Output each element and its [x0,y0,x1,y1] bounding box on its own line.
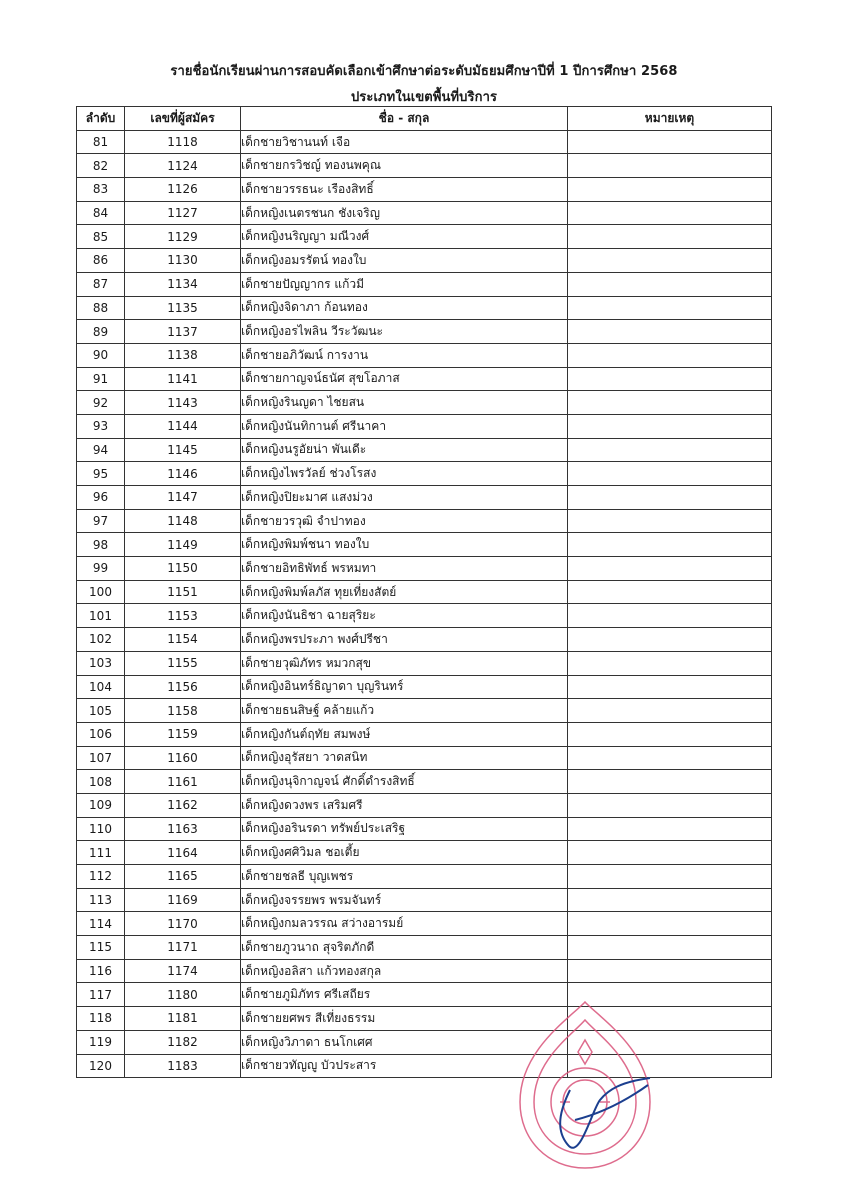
table-row [77,793,772,817]
remarks-cell [568,414,772,438]
remarks-cell [568,557,772,581]
student-name-cell: เด็กชายภูวนาถ สุจริตภักดี [241,936,568,960]
table-row [77,604,772,628]
remarks-cell [568,699,772,723]
table-row [77,912,772,936]
order-cell: 119 [77,1030,125,1054]
applicant-no-cell: 1148 [125,509,241,533]
table-row [77,936,772,960]
remarks-cell [568,580,772,604]
applicant-no-cell: 1144 [125,414,241,438]
applicant-no-cell: 1161 [125,770,241,794]
table-row [77,651,772,675]
table-row [77,249,772,273]
table-row [77,320,772,344]
applicant-no-cell: 1181 [125,1007,241,1031]
applicant-no-cell: 1182 [125,1030,241,1054]
table-row [77,462,772,486]
applicant-no-cell: 1141 [125,367,241,391]
remarks-cell [568,604,772,628]
student-name-cell: เด็กหญิงศศิวิมล ชอเตี้ย [241,841,568,865]
applicant-no-cell: 1149 [125,533,241,557]
applicant-no-cell: 1147 [125,486,241,510]
column-header-remarks: หมายเหตุ [568,107,772,131]
remarks-cell [568,793,772,817]
remarks-cell [568,320,772,344]
applicant-no-cell: 1130 [125,249,241,273]
order-cell: 84 [77,201,125,225]
applicant-no-cell: 1154 [125,628,241,652]
student-name-cell: เด็กหญิงนันทิกานต์ ศรีนาคา [241,414,568,438]
applicant-no-cell: 1146 [125,462,241,486]
table-row [77,959,772,983]
student-name-cell: เด็กหญิงพรประภา พงศ์ปรีชา [241,628,568,652]
seal-graphic [500,990,670,1180]
applicant-no-cell: 1174 [125,959,241,983]
remarks-cell [568,509,772,533]
remarks-cell [568,438,772,462]
remarks-cell [568,841,772,865]
order-cell: 114 [77,912,125,936]
order-cell: 113 [77,888,125,912]
student-name-cell: เด็กหญิงพิมพ์ชนา ทองใบ [241,533,568,557]
order-cell: 86 [77,249,125,273]
student-name-cell: เด็กชายภูมิภัทร ศรีเสถียร [241,983,568,1007]
remarks-cell [568,225,772,249]
applicant-no-cell: 1150 [125,557,241,581]
remarks-cell [568,201,772,225]
applicant-no-cell: 1171 [125,936,241,960]
student-name-cell: เด็กหญิงอุรัสยา วาดสนิท [241,746,568,770]
applicant-no-cell: 1162 [125,793,241,817]
table-row [77,865,772,889]
order-cell: 82 [77,154,125,178]
student-name-cell: เด็กชายชลธี บุญเพชร [241,865,568,889]
student-name-cell: เด็กหญิงรินญดา ไชยสน [241,391,568,415]
student-name-cell: เด็กชายวุฒิภัทร หมวกสุข [241,651,568,675]
order-cell: 92 [77,391,125,415]
student-name-cell: เด็กหญิงกมลวรรณ สว่างอารมย์ [241,912,568,936]
student-name-cell: เด็กชายวิชานนท์ เจือ [241,130,568,154]
order-cell: 87 [77,272,125,296]
student-name-cell: เด็กหญิงนุจิกาญจน์ ศักดิ์ดำรงสิทธิ์ [241,770,568,794]
applicant-no-cell: 1127 [125,201,241,225]
order-cell: 106 [77,722,125,746]
order-cell: 90 [77,343,125,367]
school-seal-stamp [500,990,670,1180]
table-row [77,438,772,462]
order-cell: 110 [77,817,125,841]
student-name-cell: เด็กชายวรรธนะ เรืองสิทธิ์ [241,178,568,202]
applicant-no-cell: 1165 [125,865,241,889]
student-roster-table [76,106,772,1078]
applicant-no-cell: 1129 [125,225,241,249]
remarks-cell [568,130,772,154]
order-cell: 115 [77,936,125,960]
applicant-no-cell: 1180 [125,983,241,1007]
remarks-cell [568,912,772,936]
order-cell: 103 [77,651,125,675]
student-name-cell: เด็กชายธนสิษฐ์ คล้ายแก้ว [241,699,568,723]
student-name-cell: เด็กหญิงดวงพร เสริมศรี [241,793,568,817]
table-row [77,414,772,438]
remarks-cell [568,888,772,912]
table-row [77,296,772,320]
applicant-no-cell: 1126 [125,178,241,202]
remarks-cell [568,391,772,415]
student-name-cell: เด็กหญิงปิยะมาศ แสงม่วง [241,486,568,510]
student-name-cell: เด็กชายวทัญญู บัวประสาร [241,1054,568,1078]
student-name-cell: เด็กหญิงอลิสา แก้วทองสกุล [241,959,568,983]
order-cell: 100 [77,580,125,604]
applicant-no-cell: 1169 [125,888,241,912]
applicant-no-cell: 1138 [125,343,241,367]
applicant-no-cell: 1145 [125,438,241,462]
order-cell: 109 [77,793,125,817]
column-header-name: ชื่อ - สกุล [241,107,568,131]
order-cell: 88 [77,296,125,320]
table-row [77,154,772,178]
order-cell: 89 [77,320,125,344]
table-row [77,225,772,249]
student-name-cell: เด็กหญิงวิภาดา ธนโกเศศ [241,1030,568,1054]
order-cell: 102 [77,628,125,652]
student-name-cell: เด็กหญิงไพรวัลย์ ช่วงโรสง [241,462,568,486]
order-cell: 94 [77,438,125,462]
order-cell: 120 [77,1054,125,1078]
applicant-no-cell: 1183 [125,1054,241,1078]
order-cell: 98 [77,533,125,557]
order-cell: 108 [77,770,125,794]
applicant-no-cell: 1134 [125,272,241,296]
applicant-no-cell: 1124 [125,154,241,178]
applicant-no-cell: 1159 [125,722,241,746]
student-name-cell: เด็กหญิงจิดาภา ก้อนทอง [241,296,568,320]
table-row [77,580,772,604]
document-subtitle: ประเภทในเขตพื้นที่บริการ [350,90,498,105]
table-row [77,343,772,367]
student-name-cell: เด็กชายกรวิชญ์ ทองนพคุณ [241,154,568,178]
remarks-cell [568,367,772,391]
remarks-cell [568,746,772,770]
remarks-cell [568,722,772,746]
student-name-cell: เด็กหญิงพิมพ์ลภัส ทุยเที่ยงสัตย์ [241,580,568,604]
applicant-no-cell: 1118 [125,130,241,154]
applicant-no-cell: 1155 [125,651,241,675]
applicant-no-cell: 1156 [125,675,241,699]
order-cell: 111 [77,841,125,865]
remarks-cell [568,651,772,675]
order-cell: 85 [77,225,125,249]
table-row [77,817,772,841]
student-name-cell: เด็กชายอิทธิพัทธ์ พรหมทา [241,557,568,581]
student-name-cell: เด็กหญิงอรไพลิน วีระวัฒนะ [241,320,568,344]
student-name-cell: เด็กหญิงอรินรดา ทรัพย์ประเสริฐ [241,817,568,841]
remarks-cell [568,296,772,320]
applicant-no-cell: 1160 [125,746,241,770]
column-header-applicant-no: เลขที่ผู้สมัคร [125,107,241,131]
student-name-cell: เด็กหญิงนรูอัยน่า พันเดีะ [241,438,568,462]
table-row [77,841,772,865]
applicant-no-cell: 1135 [125,296,241,320]
order-cell: 117 [77,983,125,1007]
order-cell: 81 [77,130,125,154]
applicant-no-cell: 1143 [125,391,241,415]
table-row [77,533,772,557]
applicant-no-cell: 1153 [125,604,241,628]
applicant-no-cell: 1164 [125,841,241,865]
remarks-cell [568,462,772,486]
table-row [77,675,772,699]
column-header-order: ลำดับ [77,107,125,131]
table-row [77,486,772,510]
student-name-cell: เด็กชายปัญญากร แก้วมี [241,272,568,296]
remarks-cell [568,272,772,296]
applicant-no-cell: 1158 [125,699,241,723]
table-row [77,770,772,794]
order-cell: 83 [77,178,125,202]
applicant-no-cell: 1137 [125,320,241,344]
order-cell: 107 [77,746,125,770]
table-row [77,888,772,912]
student-name-cell: เด็กหญิงเนตรชนก ชังเจริญ [241,201,568,225]
order-cell: 116 [77,959,125,983]
order-cell: 93 [77,414,125,438]
order-cell: 96 [77,486,125,510]
remarks-cell [568,486,772,510]
student-name-cell: เด็กชายวรวุฒิ จำปาทอง [241,509,568,533]
student-name-cell: เด็กหญิงอินทร์ธิญาดา บุญรินทร์ [241,675,568,699]
table-row [77,699,772,723]
student-name-cell: เด็กหญิงอมรรัตน์ ทองใบ [241,249,568,273]
table-row [77,367,772,391]
order-cell: 112 [77,865,125,889]
remarks-cell [568,675,772,699]
applicant-no-cell: 1151 [125,580,241,604]
table-row [77,130,772,154]
table-row [77,201,772,225]
remarks-cell [568,154,772,178]
remarks-cell [568,936,772,960]
order-cell: 95 [77,462,125,486]
table-row [77,628,772,652]
table-row [77,178,772,202]
student-name-cell: เด็กชายยศพร สีเที่ยงธรรม [241,1007,568,1031]
order-cell: 118 [77,1007,125,1031]
table-row [77,391,772,415]
applicant-no-cell: 1170 [125,912,241,936]
student-name-cell: เด็กหญิงกันต์ฤทัย สมพงษ์ [241,722,568,746]
document-title: รายชื่อนักเรียนผ่านการสอบคัดเลือกเข้าศึกษาต่อระดับมัธยมศึกษาปีที่ 1 ปีการศึกษา 2568 [170,64,678,79]
student-name-cell: เด็กหญิงนริญญา มณีวงศ์ [241,225,568,249]
remarks-cell [568,628,772,652]
order-cell: 91 [77,367,125,391]
remarks-cell [568,343,772,367]
remarks-cell [568,249,772,273]
student-name-cell: เด็กชายกาญจน์ธนัศ สุขโอภาส [241,367,568,391]
table-row [77,272,772,296]
order-cell: 97 [77,509,125,533]
table-row [77,557,772,581]
student-name-cell: เด็กชายอภิวัฒน์ การงาน [241,343,568,367]
remarks-cell [568,865,772,889]
remarks-cell [568,817,772,841]
order-cell: 101 [77,604,125,628]
remarks-cell [568,770,772,794]
table-row [77,722,772,746]
order-cell: 99 [77,557,125,581]
applicant-no-cell: 1163 [125,817,241,841]
student-name-cell: เด็กหญิงนันธิชา ฉายสุริยะ [241,604,568,628]
order-cell: 105 [77,699,125,723]
table-row [77,509,772,533]
table-row [77,746,772,770]
order-cell: 104 [77,675,125,699]
remarks-cell [568,533,772,557]
student-name-cell: เด็กหญิงจรรยพร พรมจันทร์ [241,888,568,912]
remarks-cell [568,959,772,983]
table-header-row [77,107,772,131]
remarks-cell [568,178,772,202]
